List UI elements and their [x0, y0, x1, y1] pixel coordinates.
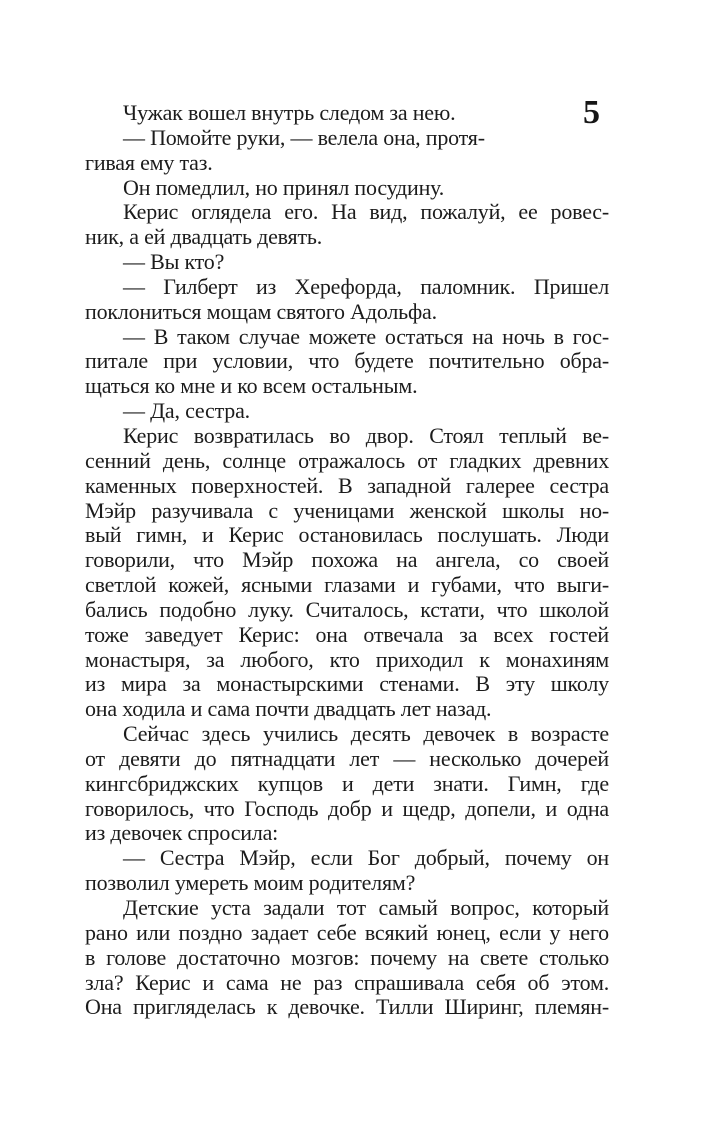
text-line: говорилось, что Господь добр и щедр, допели, и одна — [85, 795, 609, 821]
text-line: — Вы кто? — [123, 249, 225, 275]
text-line: позволил умереть моим родителям? — [85, 870, 416, 896]
text-line: зла? Керис и сама не раз спрашивала себя об этом. — [85, 969, 609, 995]
text-line: говорили, что Мэйр похожа на ангела, со своей — [85, 547, 609, 573]
text-line: сенний день, солнце отражалось от гладких древних — [85, 447, 609, 473]
text-line: гивая ему таз. — [85, 149, 213, 175]
text-line: ник, а ей двадцать девять. — [85, 224, 323, 250]
text-line: светлой кожей, ясными глазами и губами, что выги- — [85, 572, 609, 598]
text-line: Чужак вошел внутрь следом за нею. — [123, 100, 456, 125]
text-line: в голове достаточно мозгов: почему на свете столько — [85, 944, 609, 970]
text-line: Керис оглядела его. На вид, пожалуй, ее ровес- — [123, 199, 609, 225]
text-line: Керис возвратилась во двор. Стоял теплый ве- — [123, 422, 609, 448]
text-line: каменных поверхностей. В западной галерее сестра — [85, 472, 609, 498]
page-number: 5 — [583, 94, 600, 131]
text-line: она ходила и сама почти двадцать лет назад. — [85, 696, 492, 722]
text-line: монастыря, за любого, кто приходил к монахиням — [85, 646, 609, 672]
text-line: Она пригляделась к девочке. Тилли Ширинг, племян- — [85, 994, 609, 1020]
text-line: щаться ко мне и ко всем остальным. — [85, 373, 418, 399]
text-line: бались подобно луку. Считалось, кстати, что школой — [85, 596, 609, 622]
text-line: поклониться мощам святого Адольфа. — [85, 298, 437, 324]
text-line: — Да, сестра. — [123, 398, 250, 424]
text-block — [85, 94, 609, 1020]
text-line: Мэйр разучивала с ученицами женской школы но- — [85, 497, 609, 523]
text-line: кингсбриджских купцов и дети знати. Гимн, где — [85, 770, 609, 796]
text-line: от девяти до пятнадцати лет — несколько дочерей — [85, 745, 609, 771]
text-line: Детские уста задали тот самый вопрос, который — [123, 895, 609, 920]
text-line: тоже заведует Керис: она отвечала за всех гостей — [85, 621, 609, 647]
text-line: рано или поздно задает себе всякий юнец, если у него — [85, 919, 609, 945]
text-line: из мира за монастырскими стенами. В эту школу — [85, 671, 609, 697]
text-line: вый гимн, и Керис остановилась послушать. Люди — [85, 522, 609, 548]
text-line: из девочек спросила: — [85, 820, 279, 846]
text-line: — Помойте руки, — велела она, протя- — [123, 124, 485, 150]
text-line: Он помедлил, но принял посудину. — [123, 174, 445, 200]
text-line: — Гилберт из Херефорда, паломник. Пришел — [123, 273, 609, 299]
text-line: — В таком случае можете остаться на ночь в гос- — [123, 323, 609, 349]
text-line: — Сестра Мэйр, если Бог добрый, почему он — [123, 845, 609, 871]
text-line: Сейчас здесь учились десять девочек в возрасте — [123, 721, 609, 747]
text-line: питале при условии, что будете почтительно обра- — [85, 348, 609, 374]
